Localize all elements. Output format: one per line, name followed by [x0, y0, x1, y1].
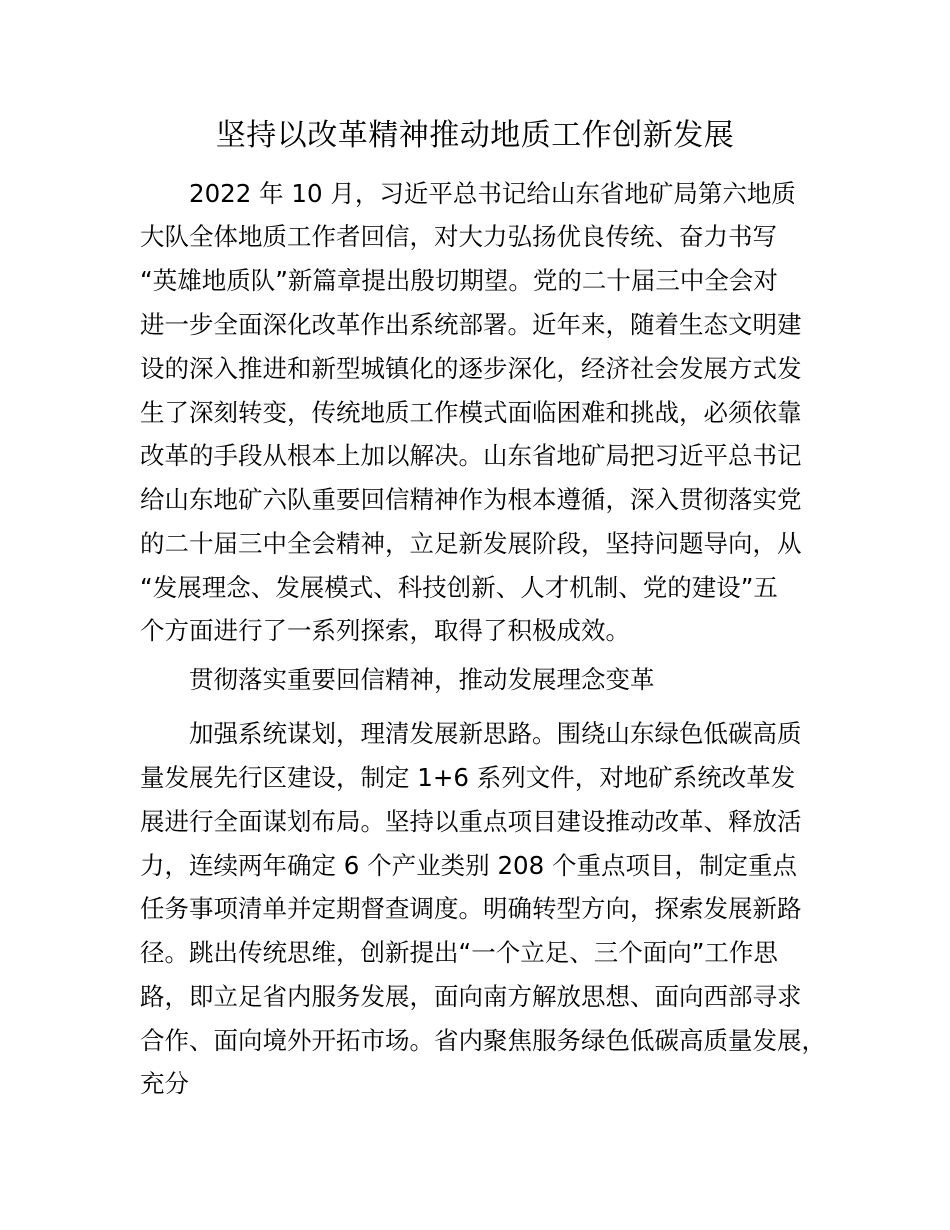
paragraph-line: “发展理念、发展模式、科技创新、人才机制、党的建设”五	[140, 573, 778, 602]
paragraph-line: 设的深入推进和新型城镇化的逐步深化，经济社会发展方式发	[140, 354, 802, 383]
paragraph-line: “英雄地质队”新篇章提出殷切期望。党的二十届三中全会对	[140, 266, 778, 295]
paragraph-line: 进一步全面深化改革作出系统部署。近年来，随着生态文明建	[140, 310, 802, 339]
paragraph-line: 量发展先行区建设，制定 1+6 系列文件，对地矿系统改革发	[140, 763, 796, 792]
paragraph-line: 2022 年 10 月，习近平总书记给山东省地矿局第六地质	[189, 179, 796, 208]
paragraph-line: 径。跳出传统思维，创新提出“一个立足、三个面向”工作思	[140, 938, 778, 967]
paragraph-line: 个方面进行了一系列探索，取得了积极成效。	[140, 616, 630, 645]
paragraph-line: 路，即立足省内服务发展，面向南方解放思想、面向西部寻求	[140, 982, 802, 1011]
document-title: 坚持以改革精神推动地质工作创新发展	[215, 118, 735, 153]
paragraph-line: 合作、面向境外开拓市场。省内聚焦服务绿色低碳高质量发展，	[140, 1026, 826, 1055]
paragraph-line: 任务事项清单并定期督查调度。明确转型方向，探索发展新路	[140, 894, 802, 923]
paragraph-line: 改革的手段从根本上加以解决。山东省地矿局把习近平总书记	[140, 441, 802, 470]
paragraph-line: 的二十届三中全会精神，立足新发展阶段，坚持问题导向，从	[140, 529, 802, 558]
paragraph-line: 加强系统谋划，理清发展新思路。围绕山东绿色低碳高质	[189, 719, 802, 748]
section-heading: 贯彻落实重要回信精神，推动发展理念变革	[189, 665, 655, 694]
paragraph-line: 生了深刻转变，传统地质工作模式面临困难和挑战，必须依靠	[140, 398, 802, 427]
paragraph-line: 力，连续两年确定 6 个产业类别 208 个重点项目，制定重点	[140, 851, 797, 880]
paragraph-line: 大队全体地质工作者回信，对大力弘扬优良传统、奋力书写	[140, 222, 777, 251]
paragraph-line: 给山东地矿六队重要回信精神作为根本遵循，深入贯彻落实党	[140, 485, 802, 514]
paragraph-line: 充分	[140, 1069, 189, 1098]
paragraph-line: 展进行全面谋划布局。坚持以重点项目建设推动改革、释放活	[140, 807, 802, 836]
